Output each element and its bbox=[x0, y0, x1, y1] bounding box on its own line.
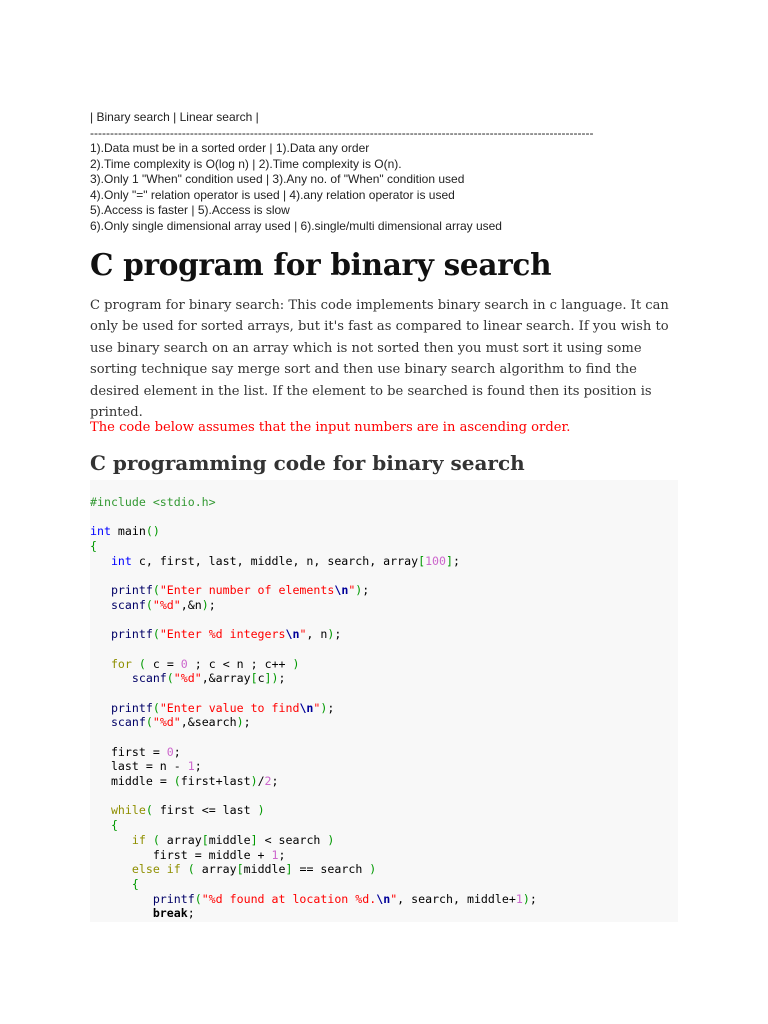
code-token bbox=[258, 833, 265, 847]
code-token: "Enter value to find bbox=[159, 700, 300, 715]
code-token: first bbox=[90, 847, 195, 862]
code-token bbox=[90, 906, 153, 920]
code-token: [ bbox=[201, 832, 209, 847]
code-token bbox=[286, 657, 293, 671]
code-token bbox=[90, 818, 111, 832]
code-token: { bbox=[110, 818, 118, 833]
code-line bbox=[90, 774, 678, 789]
code-token bbox=[90, 877, 132, 891]
code-token: ( bbox=[138, 656, 146, 671]
code-token: " bbox=[313, 700, 321, 715]
code-token: " bbox=[390, 891, 398, 906]
code-token: first bbox=[180, 774, 216, 789]
code-token: printf bbox=[110, 700, 153, 715]
code-token: ] bbox=[250, 832, 258, 847]
code-line bbox=[90, 759, 678, 774]
code-token: <= bbox=[201, 803, 216, 818]
code-token bbox=[265, 848, 272, 862]
code-token: int bbox=[90, 524, 111, 539]
code-token: if bbox=[131, 832, 146, 847]
code-token: { bbox=[131, 876, 139, 891]
code-token: ] bbox=[446, 553, 454, 568]
code-token: ( bbox=[173, 774, 181, 789]
code-token: ) bbox=[327, 627, 335, 642]
code-token: \n bbox=[299, 700, 314, 715]
code-token: < bbox=[222, 656, 230, 671]
code-token: { bbox=[90, 539, 97, 554]
code-token: c, first, last, middle, n, search, array bbox=[131, 553, 419, 568]
intro-paragraph: C program for binary search: This code implements binary search in c language. It can only be used for sorted arrays, but it's fast as compared to linear search. If you wish to use binary search on an array which is not sorted then you must sort it using some sorting technique say merge sort and then use binary search algorithm to find the desired element in the list. If the element to be searched is found then its position is printed. bbox=[90, 298, 669, 421]
code-token: scanf bbox=[110, 597, 146, 612]
code-token: " bbox=[299, 627, 307, 642]
code-token: ( bbox=[152, 700, 160, 715]
code-token: , n bbox=[306, 627, 328, 642]
code-token: ,&search bbox=[180, 715, 237, 730]
code-token: / bbox=[257, 774, 265, 789]
code-token: + bbox=[257, 847, 265, 862]
code-token: , search, middle bbox=[397, 891, 509, 906]
code-line bbox=[90, 745, 678, 760]
code-token: last bbox=[222, 774, 251, 789]
code-token: 1 bbox=[187, 759, 195, 774]
code-token: ,&array bbox=[201, 671, 251, 686]
code-token: ; bbox=[278, 847, 286, 862]
comparison-row: 2).Time complexity is O(log n) | 2).Time complexity is O(n). bbox=[90, 156, 402, 171]
code-token: ( bbox=[187, 862, 195, 877]
code-token: search bbox=[313, 862, 370, 877]
code-token: main bbox=[110, 524, 146, 539]
code-line bbox=[90, 715, 678, 730]
code-token: for bbox=[110, 656, 132, 671]
code-token: \n bbox=[285, 627, 300, 642]
code-line bbox=[90, 701, 678, 716]
code-token: [ bbox=[236, 862, 244, 877]
code-token: c bbox=[257, 671, 265, 686]
code-token: ) bbox=[292, 656, 300, 671]
code-token: \n bbox=[334, 583, 349, 598]
code-token: = bbox=[159, 774, 167, 789]
code-token: ; bbox=[278, 671, 286, 686]
code-token: ; bbox=[453, 553, 460, 568]
code-line bbox=[90, 892, 678, 907]
code-line bbox=[90, 862, 678, 877]
code-token: search bbox=[271, 832, 328, 847]
ascending-order-note: The code below assumes that the input numbers are in ascending order. bbox=[90, 420, 571, 435]
code-token: [ bbox=[418, 553, 426, 568]
code-token: 1 bbox=[271, 847, 279, 862]
code-token: ,&n bbox=[180, 597, 202, 612]
code-token: ( bbox=[152, 832, 160, 847]
code-token: first bbox=[152, 803, 202, 818]
code-token: "%d" bbox=[173, 671, 202, 686]
code-token: ] bbox=[264, 671, 272, 686]
code-token: ) bbox=[271, 671, 279, 686]
code-token: + bbox=[215, 774, 223, 789]
code-token: while bbox=[110, 803, 146, 818]
code-token bbox=[90, 833, 132, 847]
code-token: ; bbox=[529, 891, 537, 906]
code-token: printf bbox=[110, 627, 153, 642]
code-line bbox=[90, 495, 678, 510]
code-line bbox=[90, 627, 678, 642]
code-line bbox=[90, 598, 678, 613]
comparison-table bbox=[90, 110, 650, 234]
code-token: ( bbox=[152, 583, 160, 598]
code-token: ) bbox=[201, 597, 209, 612]
code-line bbox=[90, 848, 678, 863]
code-token: ) bbox=[320, 700, 328, 715]
code-line bbox=[90, 642, 678, 657]
code-token: array bbox=[159, 832, 202, 847]
code-token: = bbox=[152, 744, 160, 759]
code-block bbox=[90, 480, 678, 922]
code-token: n bbox=[152, 759, 174, 774]
code-token bbox=[146, 833, 153, 847]
code-token: - bbox=[173, 759, 181, 774]
code-token: ) bbox=[369, 862, 377, 877]
code-token: array bbox=[194, 862, 237, 877]
code-token bbox=[90, 803, 111, 817]
code-token bbox=[90, 671, 132, 685]
code-token bbox=[90, 862, 132, 876]
comparison-row: 6).Only single dimensional array used | 6).single/multi dimensional array used bbox=[90, 218, 502, 233]
code-token: = bbox=[194, 847, 202, 862]
code-token bbox=[90, 715, 111, 729]
code-token: " bbox=[348, 583, 356, 598]
code-token: break bbox=[152, 906, 188, 921]
code-token: if bbox=[166, 862, 181, 877]
code-token: middle bbox=[90, 774, 160, 789]
code-listing bbox=[90, 480, 678, 921]
code-token: ; bbox=[194, 759, 202, 774]
code-token: ; bbox=[208, 597, 216, 612]
code-token: ) bbox=[250, 774, 258, 789]
code-token: printf bbox=[110, 583, 153, 598]
code-token: ; bbox=[327, 700, 335, 715]
comparison-row: 5).Access is faster | 5).Access is slow bbox=[90, 203, 290, 217]
code-token: ; bbox=[271, 774, 279, 789]
code-token: ) bbox=[257, 803, 265, 818]
code-token: ( bbox=[145, 803, 153, 818]
code-token: ) bbox=[327, 832, 335, 847]
code-token bbox=[160, 862, 167, 876]
code-line bbox=[90, 568, 678, 583]
code-token: ; bbox=[187, 906, 195, 921]
code-token: [ bbox=[250, 671, 258, 686]
code-token bbox=[181, 759, 188, 773]
code-token: < bbox=[264, 832, 272, 847]
code-token bbox=[132, 657, 139, 671]
code-line bbox=[90, 524, 678, 539]
code-token: () bbox=[145, 524, 160, 539]
code-line bbox=[90, 730, 678, 745]
code-line bbox=[90, 671, 678, 686]
code-token: + bbox=[508, 891, 516, 906]
code-line bbox=[90, 510, 678, 525]
code-token: 1 bbox=[515, 891, 523, 906]
code-token: 0 bbox=[180, 656, 188, 671]
code-token: "Enter number of elements bbox=[159, 583, 335, 598]
code-token: ) bbox=[522, 891, 530, 906]
code-token: ( bbox=[145, 597, 153, 612]
code-line bbox=[90, 906, 678, 921]
code-token: "%d" bbox=[152, 597, 181, 612]
code-token: = bbox=[145, 759, 153, 774]
code-token: middle bbox=[208, 832, 251, 847]
code-token: "Enter %d integers bbox=[159, 627, 286, 642]
code-token bbox=[181, 862, 188, 876]
code-token bbox=[160, 745, 167, 759]
code-token: scanf bbox=[131, 671, 167, 686]
code-token: ( bbox=[152, 627, 160, 642]
comparison-separator: ------------------------------------------------------------------------------------------------------------------------------ bbox=[90, 125, 594, 140]
code-token: last bbox=[215, 803, 258, 818]
code-line bbox=[90, 554, 678, 569]
code-token: ( bbox=[145, 715, 153, 730]
comparison-row: 1).Data must be in a sorted order | 1).Data any order bbox=[90, 141, 370, 155]
code-token: ++ bbox=[271, 656, 286, 671]
code-line bbox=[90, 818, 678, 833]
comparison-row: 4).Only "=" relation operator is used | 4).any relation operator is used bbox=[90, 187, 455, 202]
code-token: ( bbox=[166, 671, 174, 686]
code-token: ; bbox=[334, 627, 342, 642]
code-line bbox=[90, 833, 678, 848]
code-token: middle bbox=[201, 847, 258, 862]
code-token bbox=[90, 554, 111, 568]
code-heading: C programming code for binary search bbox=[90, 451, 525, 475]
page-title: C program for binary search bbox=[90, 247, 552, 282]
code-token: "%d found at location %d. bbox=[201, 891, 377, 906]
code-line bbox=[90, 789, 678, 804]
code-token: else bbox=[131, 862, 160, 877]
comparison-row: 3).Only 1 "When" condition used | 3).Any no. of "When" condition used bbox=[90, 172, 465, 186]
code-line bbox=[90, 539, 678, 554]
code-token: ; c bbox=[187, 656, 223, 671]
code-token bbox=[90, 627, 111, 641]
code-token: #include <stdio.h> bbox=[90, 495, 216, 509]
code-token: ] bbox=[285, 862, 293, 877]
code-token: == bbox=[299, 862, 314, 877]
code-token: \n bbox=[376, 891, 391, 906]
code-line bbox=[90, 657, 678, 672]
code-token: ) bbox=[236, 715, 244, 730]
code-line bbox=[90, 803, 678, 818]
code-token bbox=[90, 583, 111, 597]
code-token: printf bbox=[152, 891, 195, 906]
code-token bbox=[90, 701, 111, 715]
code-token: = bbox=[166, 656, 174, 671]
code-token: ; bbox=[362, 583, 370, 598]
code-token: int bbox=[110, 553, 132, 568]
code-token: ) bbox=[355, 583, 363, 598]
code-token: 100 bbox=[425, 553, 447, 568]
code-line bbox=[90, 686, 678, 701]
code-token: ; bbox=[173, 744, 181, 759]
code-token: c bbox=[145, 656, 167, 671]
code-token: "%d" bbox=[152, 715, 181, 730]
code-token: last bbox=[90, 759, 146, 774]
code-line bbox=[90, 613, 678, 628]
code-token: 0 bbox=[166, 744, 174, 759]
code-token: scanf bbox=[110, 715, 146, 730]
code-token: middle bbox=[243, 862, 286, 877]
code-line bbox=[90, 583, 678, 598]
code-token bbox=[90, 657, 111, 671]
code-token: first bbox=[90, 744, 153, 759]
code-line bbox=[90, 877, 678, 892]
code-token bbox=[174, 657, 181, 671]
code-token: n ; c bbox=[229, 656, 272, 671]
code-token: ; bbox=[243, 715, 251, 730]
code-token bbox=[90, 598, 111, 612]
comparison-header: | Binary search | Linear search | bbox=[90, 110, 259, 124]
code-token bbox=[90, 892, 153, 906]
code-token bbox=[167, 774, 174, 788]
code-token: 2 bbox=[264, 774, 272, 789]
code-token: ( bbox=[194, 891, 202, 906]
